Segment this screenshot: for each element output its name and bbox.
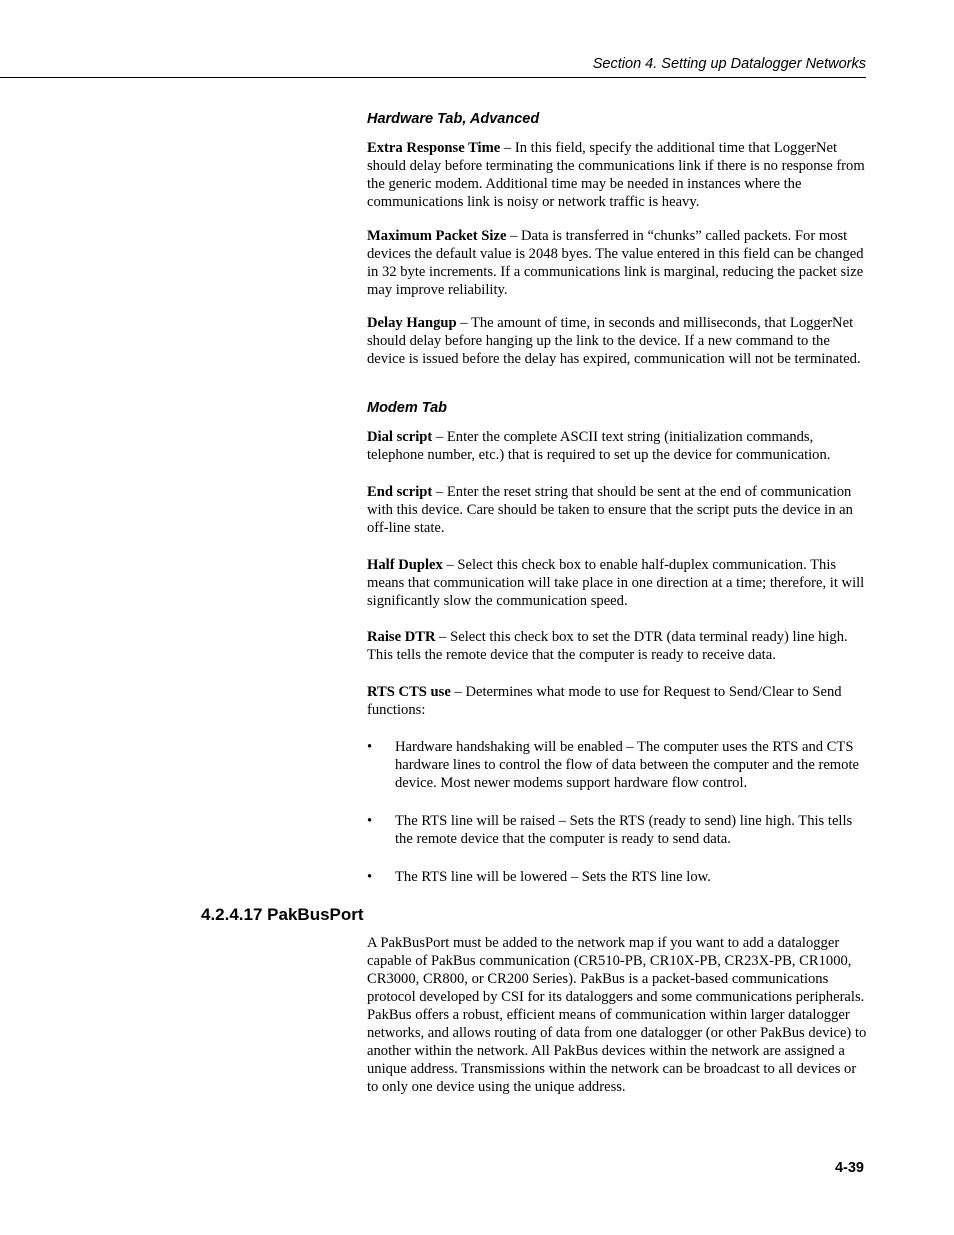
list-item <box>367 812 867 852</box>
raise-dtr-term: Raise DTR <box>367 629 436 645</box>
dial-script-text: – Enter the complete ASCII text string (initialization commands, telephone number, etc.) that is required to set up the device for communication. <box>367 429 831 463</box>
end-script-paragraph <box>367 483 867 537</box>
half-duplex-text: – Select this check box to enable half-duplex communication. This means that communication will take place in one direction at a time; therefore, it will significantly slow the communication speed. <box>367 557 865 609</box>
end-script-term: End script <box>367 484 433 500</box>
header-title: Section 4. Setting up Datalogger Networks <box>592 56 866 72</box>
max-packet-term: Maximum Packet Size <box>367 228 507 244</box>
list-item <box>367 868 867 888</box>
bullet-text: The RTS line will be lowered – Sets the RTS line low. <box>395 869 711 885</box>
max-packet-paragraph <box>367 227 867 299</box>
end-script-text: – Enter the reset string that should be sent at the end of communication with this device. Care should be taken to ensure that the script puts the device in an off-line state. <box>367 484 853 536</box>
half-duplex-paragraph <box>367 556 867 610</box>
bullet-icon: • <box>367 739 373 755</box>
half-duplex-term: Half Duplex <box>367 557 443 573</box>
extra-response-text: – In this field, specify the additional time that LoggerNet should delay before terminating the communications link if there is no response from the generic modem. Additional time may be needed in instances where the communications link is noisy or network traffic is heavy. <box>367 140 865 210</box>
rts-cts-text: – Determines what mode to use for Request to Send/Clear to Send functions: <box>367 684 842 718</box>
delay-hangup-text: – The amount of time, in seconds and milliseconds, that LoggerNet should delay before hanging up the link to the device. If a new command to the device is issued before the delay has expired, communication will not be terminated. <box>367 315 861 367</box>
bullet-icon: • <box>367 869 373 885</box>
pakbusport-paragraph: A PakBusPort must be added to the network map if you want to add a datalogger capable of PakBus communication (CR510-PB, CR10X-PB, CR23X-PB, CR1000, CR3000, CR800, or CR200 Series). PakBus is a packet-based communications protocol developed by CSI for its dataloggers and some communications peripherals. PakBus offers a robust, efficient means of communication within larger datalogger networks, and allows routing of data from one datalogger (or other PakBus device) to another within the network. All PakBus devices within the network are assigned a unique address. Transmissions within the network can be broadcast to all devices or to only one device using the unique address. <box>367 935 867 1095</box>
hardware-advanced-heading: Hardware Tab, Advanced <box>367 111 540 127</box>
max-packet-text: – Data is transferred in “chunks” called packets. For most devices the default value is 2048 byes. The value entered in this field can be changed in 32 byte increments. If a communications link is marginal, reducing the packet size may improve reliability. <box>367 228 864 298</box>
bullet-icon: • <box>367 813 373 829</box>
bullet-text: Hardware handshaking will be enabled – The computer uses the RTS and CTS hardware lines to control the flow of data between the computer and the remote device. Most newer modems support hardware flow control. <box>395 739 859 791</box>
delay-hangup-term: Delay Hangup <box>367 315 457 331</box>
dial-script-paragraph <box>367 428 867 464</box>
extra-response-term: Extra Response Time <box>367 140 501 156</box>
rts-cts-term: RTS CTS use <box>367 684 451 700</box>
raise-dtr-paragraph <box>367 628 867 664</box>
bullet-text: The RTS line will be raised – Sets the RTS (ready to send) line high. This tells the remote device that the computer is ready to send data. <box>395 813 853 847</box>
page-header <box>0 55 866 78</box>
modem-tab-heading: Modem Tab <box>367 400 448 416</box>
extra-response-paragraph <box>367 139 867 211</box>
rts-cts-paragraph <box>367 683 867 719</box>
delay-hangup-paragraph <box>367 314 867 368</box>
section-heading-pakbusport: 4.2.4.17 PakBusPort <box>201 905 364 924</box>
list-item <box>367 738 867 798</box>
raise-dtr-text: – Select this check box to set the DTR (data terminal ready) line high. This tells the remote device that the computer is ready to receive data. <box>367 629 848 663</box>
dial-script-term: Dial script <box>367 429 433 445</box>
page-number: 4-39 <box>834 1160 864 1176</box>
